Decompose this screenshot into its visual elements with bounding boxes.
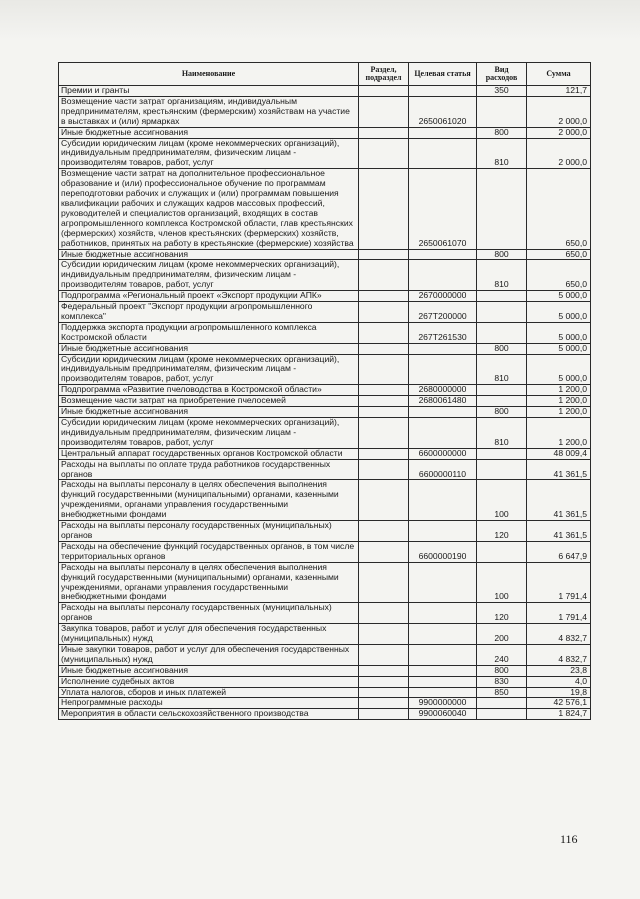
cell-section [359,676,409,687]
cell-name: Поддержка экспорта продукции агропромышленного комплекса Костромской области [59,322,359,343]
cell-kind: 800 [477,407,527,418]
cell-name: Расходы на выплаты по оплате труда работников государственных органов [59,459,359,480]
table-row [59,302,591,323]
table-row [59,448,591,459]
cell-target: 2680061480 [409,396,477,407]
cell-sum: 23,8 [527,665,591,676]
cell-name: Субсидии юридическим лицам (кроме некоммерческих организаций), индивидуальным предпринимателям, физическим лицам - производителям товаров, работ, услуг [59,418,359,449]
cell-kind: 120 [477,521,527,542]
table-row [59,343,591,354]
cell-section [359,127,409,138]
table-row [59,138,591,169]
table-header-row [59,63,591,86]
table-row [59,676,591,687]
cell-target [409,249,477,260]
cell-sum: 5 000,0 [527,343,591,354]
cell-kind [477,396,527,407]
cell-section [359,322,409,343]
cell-kind: 100 [477,480,527,521]
cell-kind [477,385,527,396]
cell-section [359,418,409,449]
table-row [59,521,591,542]
cell-target: 9900060040 [409,709,477,720]
cell-kind: 100 [477,562,527,603]
cell-name: Расходы на выплаты персоналу в целях обеспечения выполнения функций государственными (муниципальными) органами, казенными учреждениями, органами управления государственными внебюджетными фондами [59,480,359,521]
cell-sum: 41 361,5 [527,459,591,480]
cell-name: Премии и гранты [59,86,359,97]
cell-name: Возмещение части затрат организациям, индивидуальным предпринимателям, крестьянским (фермерским) хозяйствам на участие в выставках и (или) ярмарках [59,96,359,127]
table-row [59,480,591,521]
cell-section [359,624,409,645]
cell-kind [477,448,527,459]
cell-section [359,709,409,720]
cell-section [359,665,409,676]
cell-section [359,96,409,127]
cell-kind: 810 [477,354,527,385]
cell-kind [477,459,527,480]
table-row [59,260,591,291]
cell-section [359,169,409,249]
cell-section [359,480,409,521]
cell-name: Подпрограмма «Развитие пчеловодства в Костромской области» [59,385,359,396]
table-row [59,459,591,480]
cell-section [359,541,409,562]
cell-sum: 2 000,0 [527,96,591,127]
cell-target [409,562,477,603]
cell-target: 267Т200000 [409,302,477,323]
cell-sum: 2 000,0 [527,127,591,138]
table-row [59,396,591,407]
cell-kind [477,541,527,562]
cell-section [359,407,409,418]
table-row [59,249,591,260]
cell-sum: 42 576,1 [527,698,591,709]
cell-target: 2650061020 [409,96,477,127]
cell-sum: 2 000,0 [527,138,591,169]
cell-name: Исполнение судебных актов [59,676,359,687]
cell-section [359,521,409,542]
cell-kind: 800 [477,343,527,354]
cell-kind: 800 [477,665,527,676]
cell-sum: 5 000,0 [527,322,591,343]
cell-section [359,459,409,480]
cell-target [409,687,477,698]
cell-sum: 650,0 [527,249,591,260]
cell-name: Мероприятия в области сельскохозяйственного производства [59,709,359,720]
cell-kind [477,291,527,302]
cell-target: 6600000000 [409,448,477,459]
cell-target [409,260,477,291]
cell-name: Возмещение части затрат на приобретение пчелосемей [59,396,359,407]
header-target: Целевая статья [409,63,477,86]
cell-sum: 121,7 [527,86,591,97]
cell-name: Центральный аппарат государственных органов Костромской области [59,448,359,459]
table-row [59,665,591,676]
cell-name: Подпрограмма «Региональный проект «Экспорт продукции АПК» [59,291,359,302]
header-section: Раздел, подраздел [359,63,409,86]
cell-kind [477,709,527,720]
cell-sum: 5 000,0 [527,291,591,302]
header-name: Наименование [59,63,359,86]
cell-sum: 1 200,0 [527,418,591,449]
table-row [59,644,591,665]
cell-kind [477,96,527,127]
table-row [59,96,591,127]
cell-sum: 19,8 [527,687,591,698]
cell-sum: 1 791,4 [527,603,591,624]
table-row [59,354,591,385]
cell-target [409,343,477,354]
cell-kind [477,169,527,249]
cell-kind: 800 [477,249,527,260]
cell-sum: 4,0 [527,676,591,687]
cell-sum: 1 200,0 [527,396,591,407]
scan-shadow [0,0,640,40]
cell-sum: 6 647,9 [527,541,591,562]
header-sum: Сумма [527,63,591,86]
cell-sum: 1 200,0 [527,407,591,418]
cell-name: Возмещение части затрат на дополнительное профессиональное образование и (или) профессиональное обучение по программам переподготовки рабочих и служащих и (или) программам повышения квалификации рабочих и служащих кадров массовых профессий, руководителей и специалистов организаций, входящих в состав агропромышленного комплекса Костромской области, глав крестьянских (фермерских) хозяйств, членов крестьянских (фермерских) хозяйств, работников, принятых на работу в крестьянские (фермерские) хозяйства [59,169,359,249]
table-row [59,407,591,418]
cell-name: Федеральный проект "Экспорт продукции агропромышленного комплекса" [59,302,359,323]
cell-target [409,624,477,645]
table-row [59,709,591,720]
table-row [59,86,591,97]
cell-target [409,407,477,418]
cell-kind: 200 [477,624,527,645]
cell-kind: 800 [477,127,527,138]
cell-kind: 830 [477,676,527,687]
cell-section [359,302,409,323]
table-row [59,698,591,709]
table-row [59,322,591,343]
cell-target: 2670000000 [409,291,477,302]
cell-sum: 1 200,0 [527,385,591,396]
cell-section [359,562,409,603]
cell-target [409,676,477,687]
cell-section [359,698,409,709]
cell-name: Иные бюджетные ассигнования [59,127,359,138]
cell-sum: 41 361,5 [527,521,591,542]
table-row [59,385,591,396]
cell-sum: 1 791,4 [527,562,591,603]
cell-section [359,249,409,260]
cell-sum: 41 361,5 [527,480,591,521]
table-row [59,687,591,698]
cell-name: Иные бюджетные ассигнования [59,665,359,676]
cell-name: Закупка товаров, работ и услуг для обеспечения государственных (муниципальных) нужд [59,624,359,645]
cell-name: Субсидии юридическим лицам (кроме некоммерческих организаций), индивидуальным предпринимателям, физическим лицам - производителям товаров, работ, услуг [59,138,359,169]
cell-section [359,138,409,169]
cell-kind [477,302,527,323]
cell-kind: 810 [477,260,527,291]
cell-name: Иные бюджетные ассигнования [59,343,359,354]
cell-name: Субсидии юридическим лицам (кроме некоммерческих организаций), индивидуальным предпринимателям, физическим лицам - производителям товаров, работ, услуг [59,260,359,291]
page-number: 116 [560,832,578,846]
cell-section [359,343,409,354]
cell-kind [477,698,527,709]
cell-section [359,86,409,97]
cell-sum: 5 000,0 [527,354,591,385]
cell-kind: 350 [477,86,527,97]
table-row [59,291,591,302]
cell-sum: 4 832,7 [527,624,591,645]
cell-kind [477,322,527,343]
cell-target [409,480,477,521]
cell-sum: 5 000,0 [527,302,591,323]
cell-target [409,418,477,449]
cell-target [409,127,477,138]
table-row [59,127,591,138]
cell-name: Иные бюджетные ассигнования [59,249,359,260]
cell-name: Уплата налогов, сборов и иных платежей [59,687,359,698]
cell-target [409,138,477,169]
cell-kind: 810 [477,138,527,169]
cell-section [359,354,409,385]
cell-target [409,644,477,665]
cell-sum: 4 832,7 [527,644,591,665]
cell-section [359,291,409,302]
cell-section [359,603,409,624]
cell-name: Расходы на выплаты персоналу государственных (муниципальных) органов [59,603,359,624]
cell-section [359,687,409,698]
cell-sum: 650,0 [527,169,591,249]
cell-sum: 650,0 [527,260,591,291]
cell-target [409,521,477,542]
cell-target [409,665,477,676]
table-row [59,562,591,603]
cell-target [409,603,477,624]
cell-section [359,385,409,396]
table-row [59,541,591,562]
cell-section [359,644,409,665]
cell-target: 6600000190 [409,541,477,562]
cell-section [359,260,409,291]
table-row [59,418,591,449]
cell-name: Иные бюджетные ассигнования [59,407,359,418]
table-row [59,624,591,645]
cell-kind: 810 [477,418,527,449]
cell-target: 9900000000 [409,698,477,709]
cell-target: 6600000110 [409,459,477,480]
cell-name: Субсидии юридическим лицам (кроме некоммерческих организаций), индивидуальным предпринимателям, физическим лицам - производителям товаров, работ, услуг [59,354,359,385]
cell-target: 267Т261530 [409,322,477,343]
cell-kind: 850 [477,687,527,698]
cell-target: 2680000000 [409,385,477,396]
cell-name: Расходы на обеспечение функций государственных органов, в том числе территориальных органов [59,541,359,562]
cell-name: Расходы на выплаты персоналу государственных (муниципальных) органов [59,521,359,542]
cell-name: Иные закупки товаров, работ и услуг для обеспечения государственных (муниципальных) нужд [59,644,359,665]
cell-name: Расходы на выплаты персоналу в целях обеспечения выполнения функций государственными (муниципальными) органами, казенными учреждениями, органами управления государственными внебюджетными фондами [59,562,359,603]
cell-sum: 1 824,7 [527,709,591,720]
cell-target [409,86,477,97]
table-row [59,603,591,624]
table-body [59,86,591,720]
cell-section [359,448,409,459]
cell-kind: 240 [477,644,527,665]
cell-section [359,396,409,407]
cell-name: Непрограммные расходы [59,698,359,709]
table-row [59,169,591,249]
cell-sum: 48 009,4 [527,448,591,459]
cell-kind: 120 [477,603,527,624]
cell-target: 2650061070 [409,169,477,249]
header-kind: Вид расходов [477,63,527,86]
budget-table [58,62,591,720]
cell-target [409,354,477,385]
